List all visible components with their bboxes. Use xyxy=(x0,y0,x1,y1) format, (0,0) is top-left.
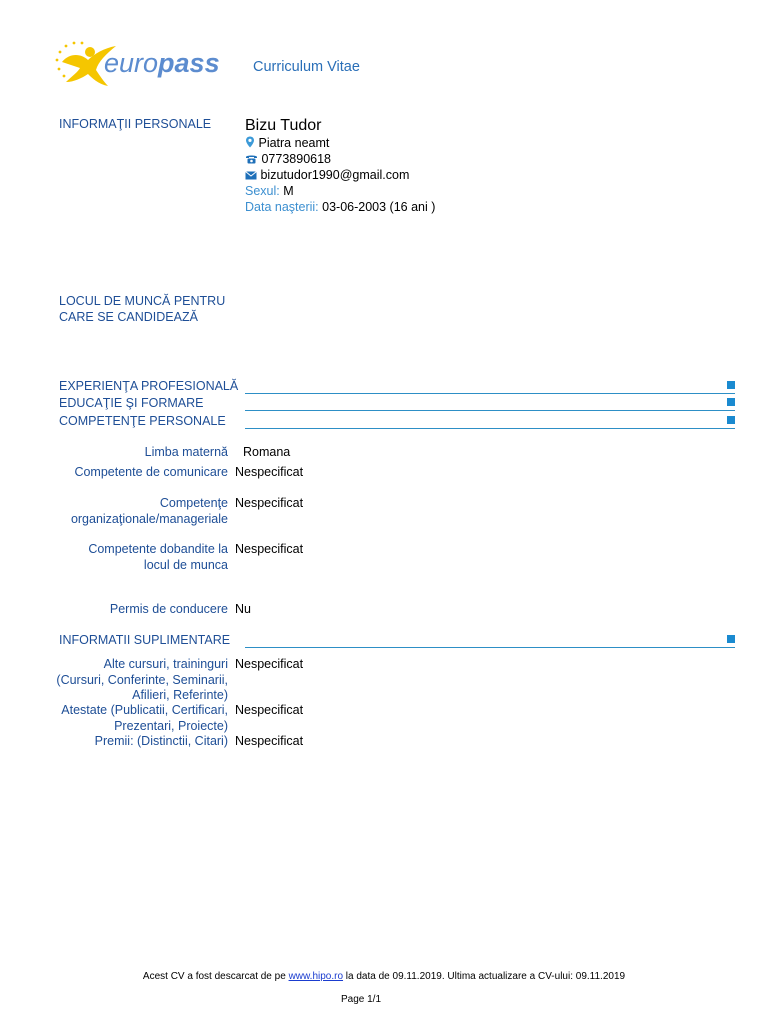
section-personal-info: INFORMAŢII PERSONALE xyxy=(59,117,212,131)
education-expand-icon[interactable] xyxy=(727,398,735,406)
birth-value: 03-06-2003 (16 ani ) xyxy=(322,200,436,214)
organizational-label-line-1: Competenţe xyxy=(159,496,228,510)
awards-label: Premii: (Distinctii, Citari) xyxy=(94,734,228,748)
birth-label: Data naşterii: xyxy=(245,200,319,214)
driving-license-value: Nu xyxy=(235,602,251,616)
section-experience[interactable]: EXPERIENŢA PROFESIONALĂ xyxy=(59,379,239,393)
document-title: Curriculum Vitae xyxy=(253,59,360,75)
courses-label-line-3: Afilieri, Referinte) xyxy=(132,688,228,702)
work-competences-value: Nespecificat xyxy=(235,542,304,556)
communication-label: Competente de comunicare xyxy=(74,465,228,479)
email-icon xyxy=(245,169,257,183)
organizational-label xyxy=(38,496,228,527)
section-additional[interactable]: INFORMATII SUPLIMENTARE xyxy=(59,633,231,647)
phone-row xyxy=(245,152,331,167)
certifications-label xyxy=(38,703,228,734)
work-competences-label-line-1: Competente dobandite la xyxy=(88,542,228,556)
sex-label: Sexul: xyxy=(245,184,280,198)
footer-note xyxy=(0,971,768,982)
footer-text-after: la data de 09.11.2019. Ultima actualizare a CV-ului: 09.11.2019 xyxy=(343,971,626,982)
experience-expand-icon[interactable] xyxy=(727,381,735,389)
certifications-value: Nespecificat xyxy=(235,703,304,717)
logo-text-euro: euro xyxy=(104,48,159,78)
communication-value: Nespecificat xyxy=(235,465,304,479)
courses-value: Nespecificat xyxy=(235,657,304,671)
courses-label xyxy=(38,657,228,704)
job-label-line-2: CARE SE CANDIDEAZĂ xyxy=(59,310,198,324)
organizational-value: Nespecificat xyxy=(235,496,304,510)
sex-row xyxy=(245,184,294,198)
courses-label-line-1: Alte cursuri, traininguri xyxy=(103,657,228,671)
courses-label-line-2: (Cursuri, Conferinte, Seminarii, xyxy=(56,672,228,687)
awards-value: Nespecificat xyxy=(235,734,304,748)
email-value[interactable]: bizutudor1990@gmail.com xyxy=(260,168,410,182)
location-pin-icon xyxy=(245,136,255,151)
location-value: Piatra neamt xyxy=(258,136,330,150)
competences-expand-icon[interactable] xyxy=(727,416,735,424)
footer-text-before: Acest CV a fost descarcat de pe xyxy=(142,971,289,982)
sex-value: M xyxy=(283,184,294,198)
mother-tongue-label: Limba maternă xyxy=(144,445,228,459)
job-label-line-1: LOCUL DE MUNCĂ PENTRU xyxy=(59,294,226,308)
work-competences-label xyxy=(38,542,228,573)
page-number: Page 1/1 xyxy=(340,994,382,1005)
section-job-label xyxy=(59,293,225,325)
certifications-label-line-1: Atestate (Publicatii, Certificari, xyxy=(61,703,228,717)
logo-text-pass: pass xyxy=(158,48,220,78)
education-rule xyxy=(245,410,735,411)
section-competences[interactable]: COMPETENŢE PERSONALE xyxy=(59,414,226,428)
phone-value: 0773890618 xyxy=(261,152,332,166)
experience-rule xyxy=(245,393,735,394)
additional-expand-icon[interactable] xyxy=(727,635,735,643)
birth-row xyxy=(245,200,435,214)
mother-tongue-value: Romana xyxy=(243,445,291,459)
europass-logo xyxy=(52,40,227,90)
phone-icon xyxy=(245,153,258,167)
organizational-label-line-2: organizaţionale/manageriale xyxy=(70,511,228,526)
email-row xyxy=(245,168,409,183)
additional-rule xyxy=(245,647,735,648)
certifications-label-line-2: Prezentari, Proiecte) xyxy=(114,718,228,733)
person-name: Bizu Tudor xyxy=(245,117,322,134)
section-education[interactable]: EDUCAŢIE ŞI FORMARE xyxy=(59,396,204,410)
competences-rule xyxy=(245,428,735,429)
driving-license-label: Permis de conducere xyxy=(109,602,228,616)
work-competences-label-line-2: locul de munca xyxy=(143,557,228,572)
location-row xyxy=(245,136,329,151)
footer-link[interactable]: www.hipo.ro xyxy=(288,971,344,982)
